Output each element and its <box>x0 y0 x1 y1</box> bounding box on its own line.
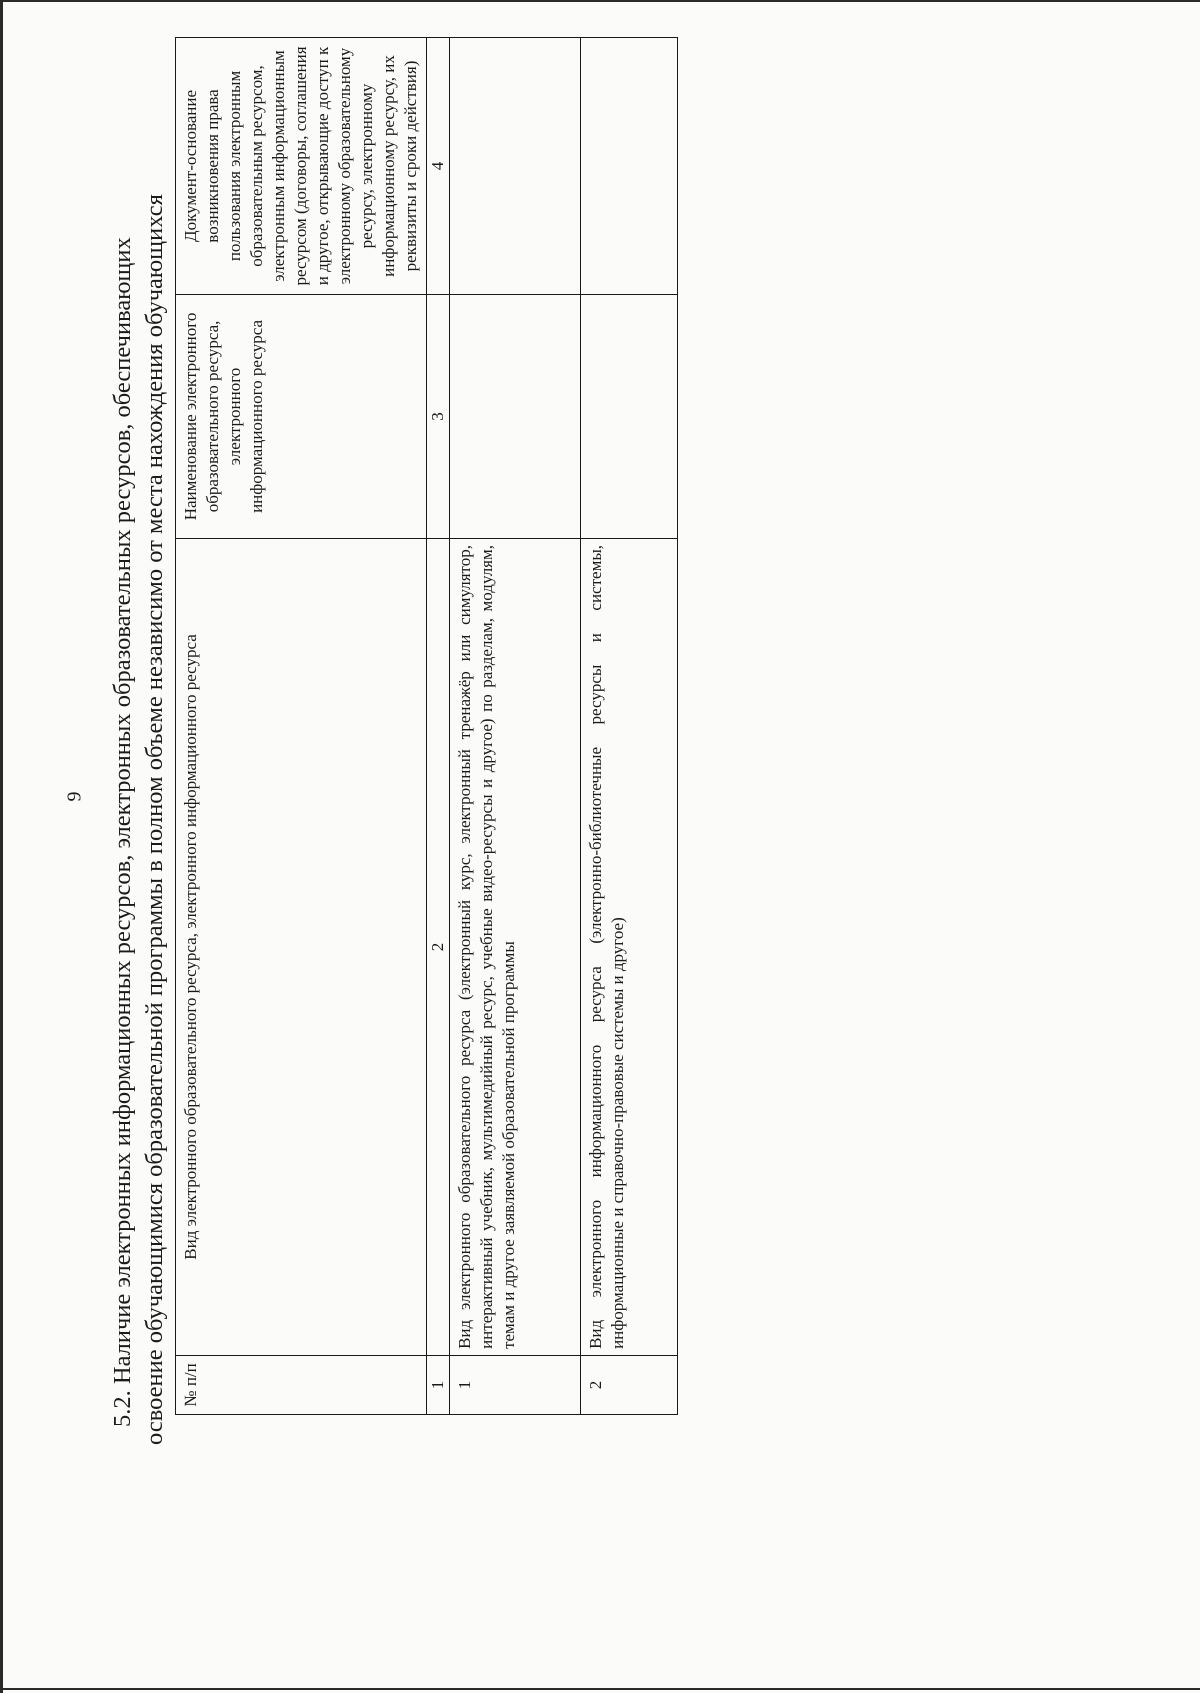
header-number: № п/п <box>176 1355 427 1414</box>
header-basis-document: Документ-основание возникновения права пользования электронным образовательным ресурсом, электронным информационным ресурсом (договоры, соглашения и другое, открывающие доступ к электронному образовательному ресурсу, электронному информационному ресурсу, их реквизиты и сроки действия) <box>176 38 427 295</box>
row-number: 1 <box>450 1355 581 1414</box>
scan-edge-left <box>0 0 3 1693</box>
table-row <box>581 38 678 1415</box>
column-number: 3 <box>427 294 450 538</box>
row-basis-document <box>581 38 678 295</box>
header-resource-name: Наименование электронного образовательного ресурса, электронного информационного ресурса <box>176 294 427 538</box>
resources-table <box>175 37 678 1415</box>
column-number-row <box>427 38 450 1415</box>
rotated-sheet <box>107 25 667 1445</box>
row-resource-name <box>581 294 678 538</box>
row-resource-name <box>450 294 581 538</box>
row-resource-type: Вид электронного информационного ресурса (электронно-библиотечные ресурсы и системы, информационные и справочно-правовые системы и другое) <box>581 538 678 1355</box>
row-resource-type: Вид электронного образовательного ресурса (электронный курс, электронный тренажёр или симулятор, интерактивный учебник, мультимедийный ресурс, учебные видео-ресурсы и другое) по разделам, модулям, темам и другое заявляемой образовательной программы <box>450 538 581 1355</box>
table-row <box>450 38 581 1415</box>
column-number: 1 <box>427 1355 450 1414</box>
scan-edge-top <box>0 0 1200 2</box>
section-heading <box>107 25 171 1445</box>
header-resource-type: Вид электронного образовательного ресурса, электронного информационного ресурса <box>176 538 427 1355</box>
page-number: 9 <box>63 791 86 802</box>
heading-line-2: освоение обучающимися образовательной программы в полном объеме независимо от места нахождения обучающихся <box>141 194 168 1445</box>
row-number: 2 <box>581 1355 678 1414</box>
column-number: 4 <box>427 38 450 295</box>
table-header-row <box>176 38 427 1415</box>
scan-edge-bottom <box>0 1688 1200 1690</box>
row-basis-document <box>450 38 581 295</box>
heading-line-1: 5.2. Наличие электронных информационных ресурсов, электронных образовательных ресурсов, обеспечивающих <box>109 237 136 1427</box>
column-number: 2 <box>427 538 450 1355</box>
